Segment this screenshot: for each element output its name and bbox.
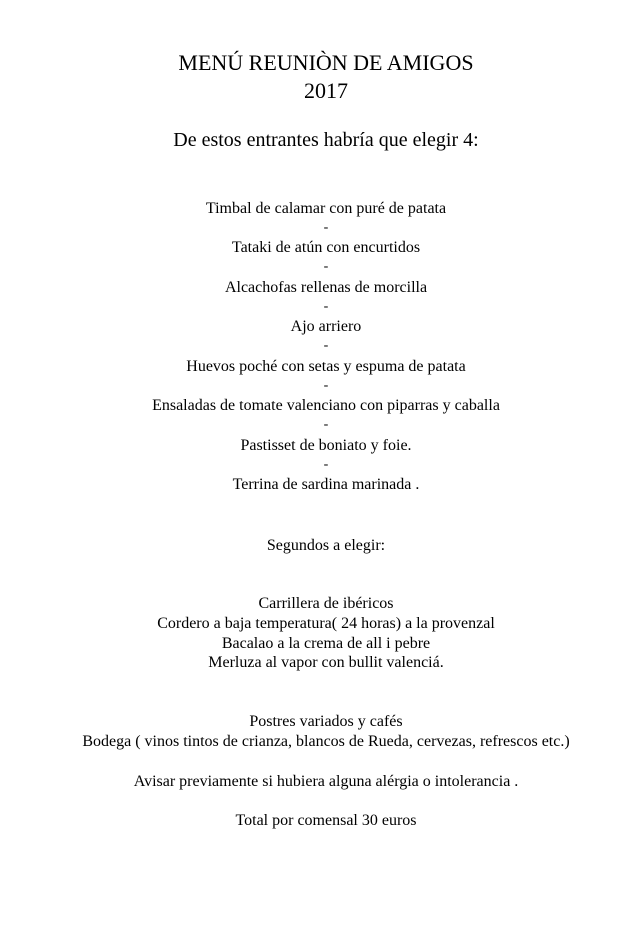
starters-heading: De estos entrantes habría que elegir 4: <box>173 129 479 151</box>
main-item: Bacalao a la crema de all i pebre <box>221 635 431 652</box>
starter-item: Tataki de atún con encurtidos <box>231 239 421 256</box>
starter-separator: - <box>323 417 329 432</box>
mains-heading: Segundos a elegir: <box>266 537 386 554</box>
starter-separator: - <box>323 299 329 314</box>
starter-separator: - <box>323 378 329 393</box>
desserts-line: Postres variados y cafés <box>249 713 403 730</box>
starter-separator: - <box>323 338 329 353</box>
starter-item: Terrina de sardina marinada . <box>232 476 420 493</box>
main-item: Carrillera de ibéricos <box>258 595 394 612</box>
menu-year: 2017 <box>304 78 348 103</box>
drinks-line: Bodega ( vinos tintos de crianza, blancos de Rueda, cervezas, refrescos etc.) <box>82 733 570 750</box>
starter-separator: - <box>323 457 329 472</box>
main-item: Cordero a baja temperatura( 24 horas) a la provenzal <box>157 615 495 632</box>
menu-title: MENÚ REUNIÒN DE AMIGOS <box>178 50 474 75</box>
starter-item: Ensaladas de tomate valenciano con piparras y caballa <box>152 397 500 414</box>
starter-item: Pastisset de boniato y foie. <box>240 437 412 454</box>
starter-item: Ajo arriero <box>290 318 362 335</box>
main-item: Merluza al vapor con bullit valenciá. <box>208 654 444 671</box>
starter-item: Alcachofas rellenas de morcilla <box>224 279 428 296</box>
starter-separator: - <box>323 220 329 235</box>
allergy-note: Avisar previamente si hubiera alguna alérgia o intolerancia . <box>133 773 519 790</box>
starter-item: Timbal de calamar con puré de patata <box>205 200 447 217</box>
starter-item: Huevos poché con setas y espuma de patata <box>186 358 466 375</box>
price-line: Total por comensal 30 euros <box>235 812 417 829</box>
starter-separator: - <box>323 259 329 274</box>
